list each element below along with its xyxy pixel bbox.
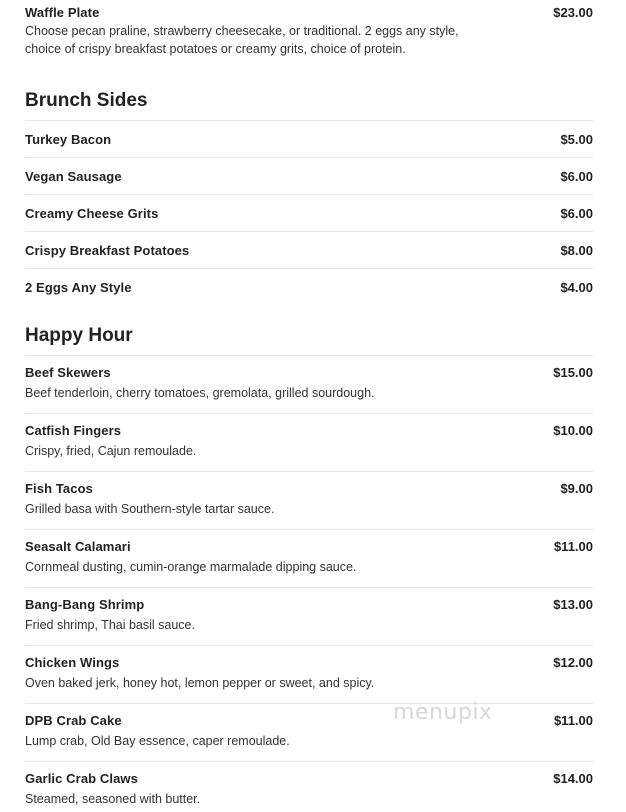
item-header bbox=[25, 646, 593, 670]
menu-item bbox=[25, 231, 593, 268]
item-header bbox=[25, 121, 593, 147]
menu-item bbox=[25, 645, 593, 703]
menu-item-waffle-plate bbox=[25, 0, 593, 65]
item-price: $6.00 bbox=[560, 206, 593, 221]
menu-item bbox=[25, 529, 593, 587]
item-name: Vegan Sausage bbox=[25, 169, 122, 184]
item-price: $9.00 bbox=[560, 481, 593, 496]
item-name: Fish Tacos bbox=[25, 481, 93, 496]
item-header bbox=[25, 704, 593, 728]
item-name: DPB Crab Cake bbox=[25, 713, 122, 728]
item-header bbox=[25, 158, 593, 184]
item-price: $11.00 bbox=[553, 539, 593, 554]
menu-item bbox=[25, 268, 593, 305]
menu-page bbox=[25, 0, 593, 812]
item-header bbox=[25, 232, 593, 258]
menu-item bbox=[25, 157, 593, 194]
item-description: Choose pecan praline, strawberry cheesecake, or traditional. 2 eggs any style, choice of crispy breakfast potatoes or creamy grits, choice of protein. bbox=[25, 24, 459, 56]
item-description: Fried shrimp, Thai basil sauce. bbox=[25, 618, 195, 632]
item-header bbox=[25, 588, 593, 612]
menu-item bbox=[25, 703, 593, 761]
item-price: $4.00 bbox=[560, 280, 593, 295]
item-price: $23.00 bbox=[553, 5, 593, 20]
item-name: Crispy Breakfast Potatoes bbox=[25, 243, 190, 258]
item-name: Waffle Plate bbox=[25, 5, 100, 20]
menu-item bbox=[25, 587, 593, 645]
menu-item bbox=[25, 413, 593, 471]
item-description: Cornmeal dusting, cumin-orange marmalade dipping sauce. bbox=[25, 560, 357, 574]
section-title-happy-hour: Happy Hour bbox=[25, 325, 133, 346]
item-price: $12.00 bbox=[553, 655, 593, 670]
item-name: Beef Skewers bbox=[25, 365, 111, 380]
item-price: $14.00 bbox=[553, 771, 593, 786]
menu-item bbox=[25, 471, 593, 529]
menu-item bbox=[25, 194, 593, 231]
item-name: 2 Eggs Any Style bbox=[25, 280, 132, 295]
item-description: Beef tenderloin, cherry tomatoes, gremolata, grilled sourdough. bbox=[25, 386, 375, 400]
item-description: Oven baked jerk, honey hot, lemon pepper or sweet, and spicy. bbox=[25, 676, 375, 690]
item-header bbox=[25, 414, 593, 438]
section-title-brunch-sides: Brunch Sides bbox=[25, 90, 148, 111]
menu-item bbox=[25, 761, 593, 812]
item-price: $5.00 bbox=[560, 132, 593, 147]
watermark-logo: menupix bbox=[393, 700, 493, 725]
item-price: $8.00 bbox=[560, 243, 593, 258]
item-header bbox=[25, 195, 593, 221]
item-header bbox=[25, 530, 593, 554]
item-description: Grilled basa with Southern-style tartar sauce. bbox=[25, 502, 275, 516]
item-name: Turkey Bacon bbox=[25, 132, 112, 147]
item-name: Seasalt Calamari bbox=[25, 539, 131, 554]
item-description: Crispy, fried, Cajun remoulade. bbox=[25, 444, 197, 458]
item-name: Chicken Wings bbox=[25, 655, 120, 670]
item-name: Catfish Fingers bbox=[25, 423, 122, 438]
item-price: $11.00 bbox=[553, 713, 593, 728]
item-header bbox=[25, 762, 593, 786]
item-price: $15.00 bbox=[553, 365, 593, 380]
menu-item bbox=[25, 120, 593, 157]
item-price: $13.00 bbox=[553, 597, 593, 612]
item-header bbox=[25, 356, 593, 380]
item-name: Garlic Crab Claws bbox=[25, 771, 138, 786]
item-name: Bang-Bang Shrimp bbox=[25, 597, 145, 612]
item-price: $6.00 bbox=[560, 169, 593, 184]
item-price: $10.00 bbox=[553, 423, 593, 438]
menu-item bbox=[25, 355, 593, 413]
item-description: Steamed, seasoned with butter. bbox=[25, 792, 201, 806]
item-description: Lump crab, Old Bay essence, caper remoulade. bbox=[25, 734, 290, 748]
item-name: Creamy Cheese Grits bbox=[25, 206, 159, 221]
item-header bbox=[25, 472, 593, 496]
item-header bbox=[25, 5, 593, 20]
item-header bbox=[25, 269, 593, 295]
